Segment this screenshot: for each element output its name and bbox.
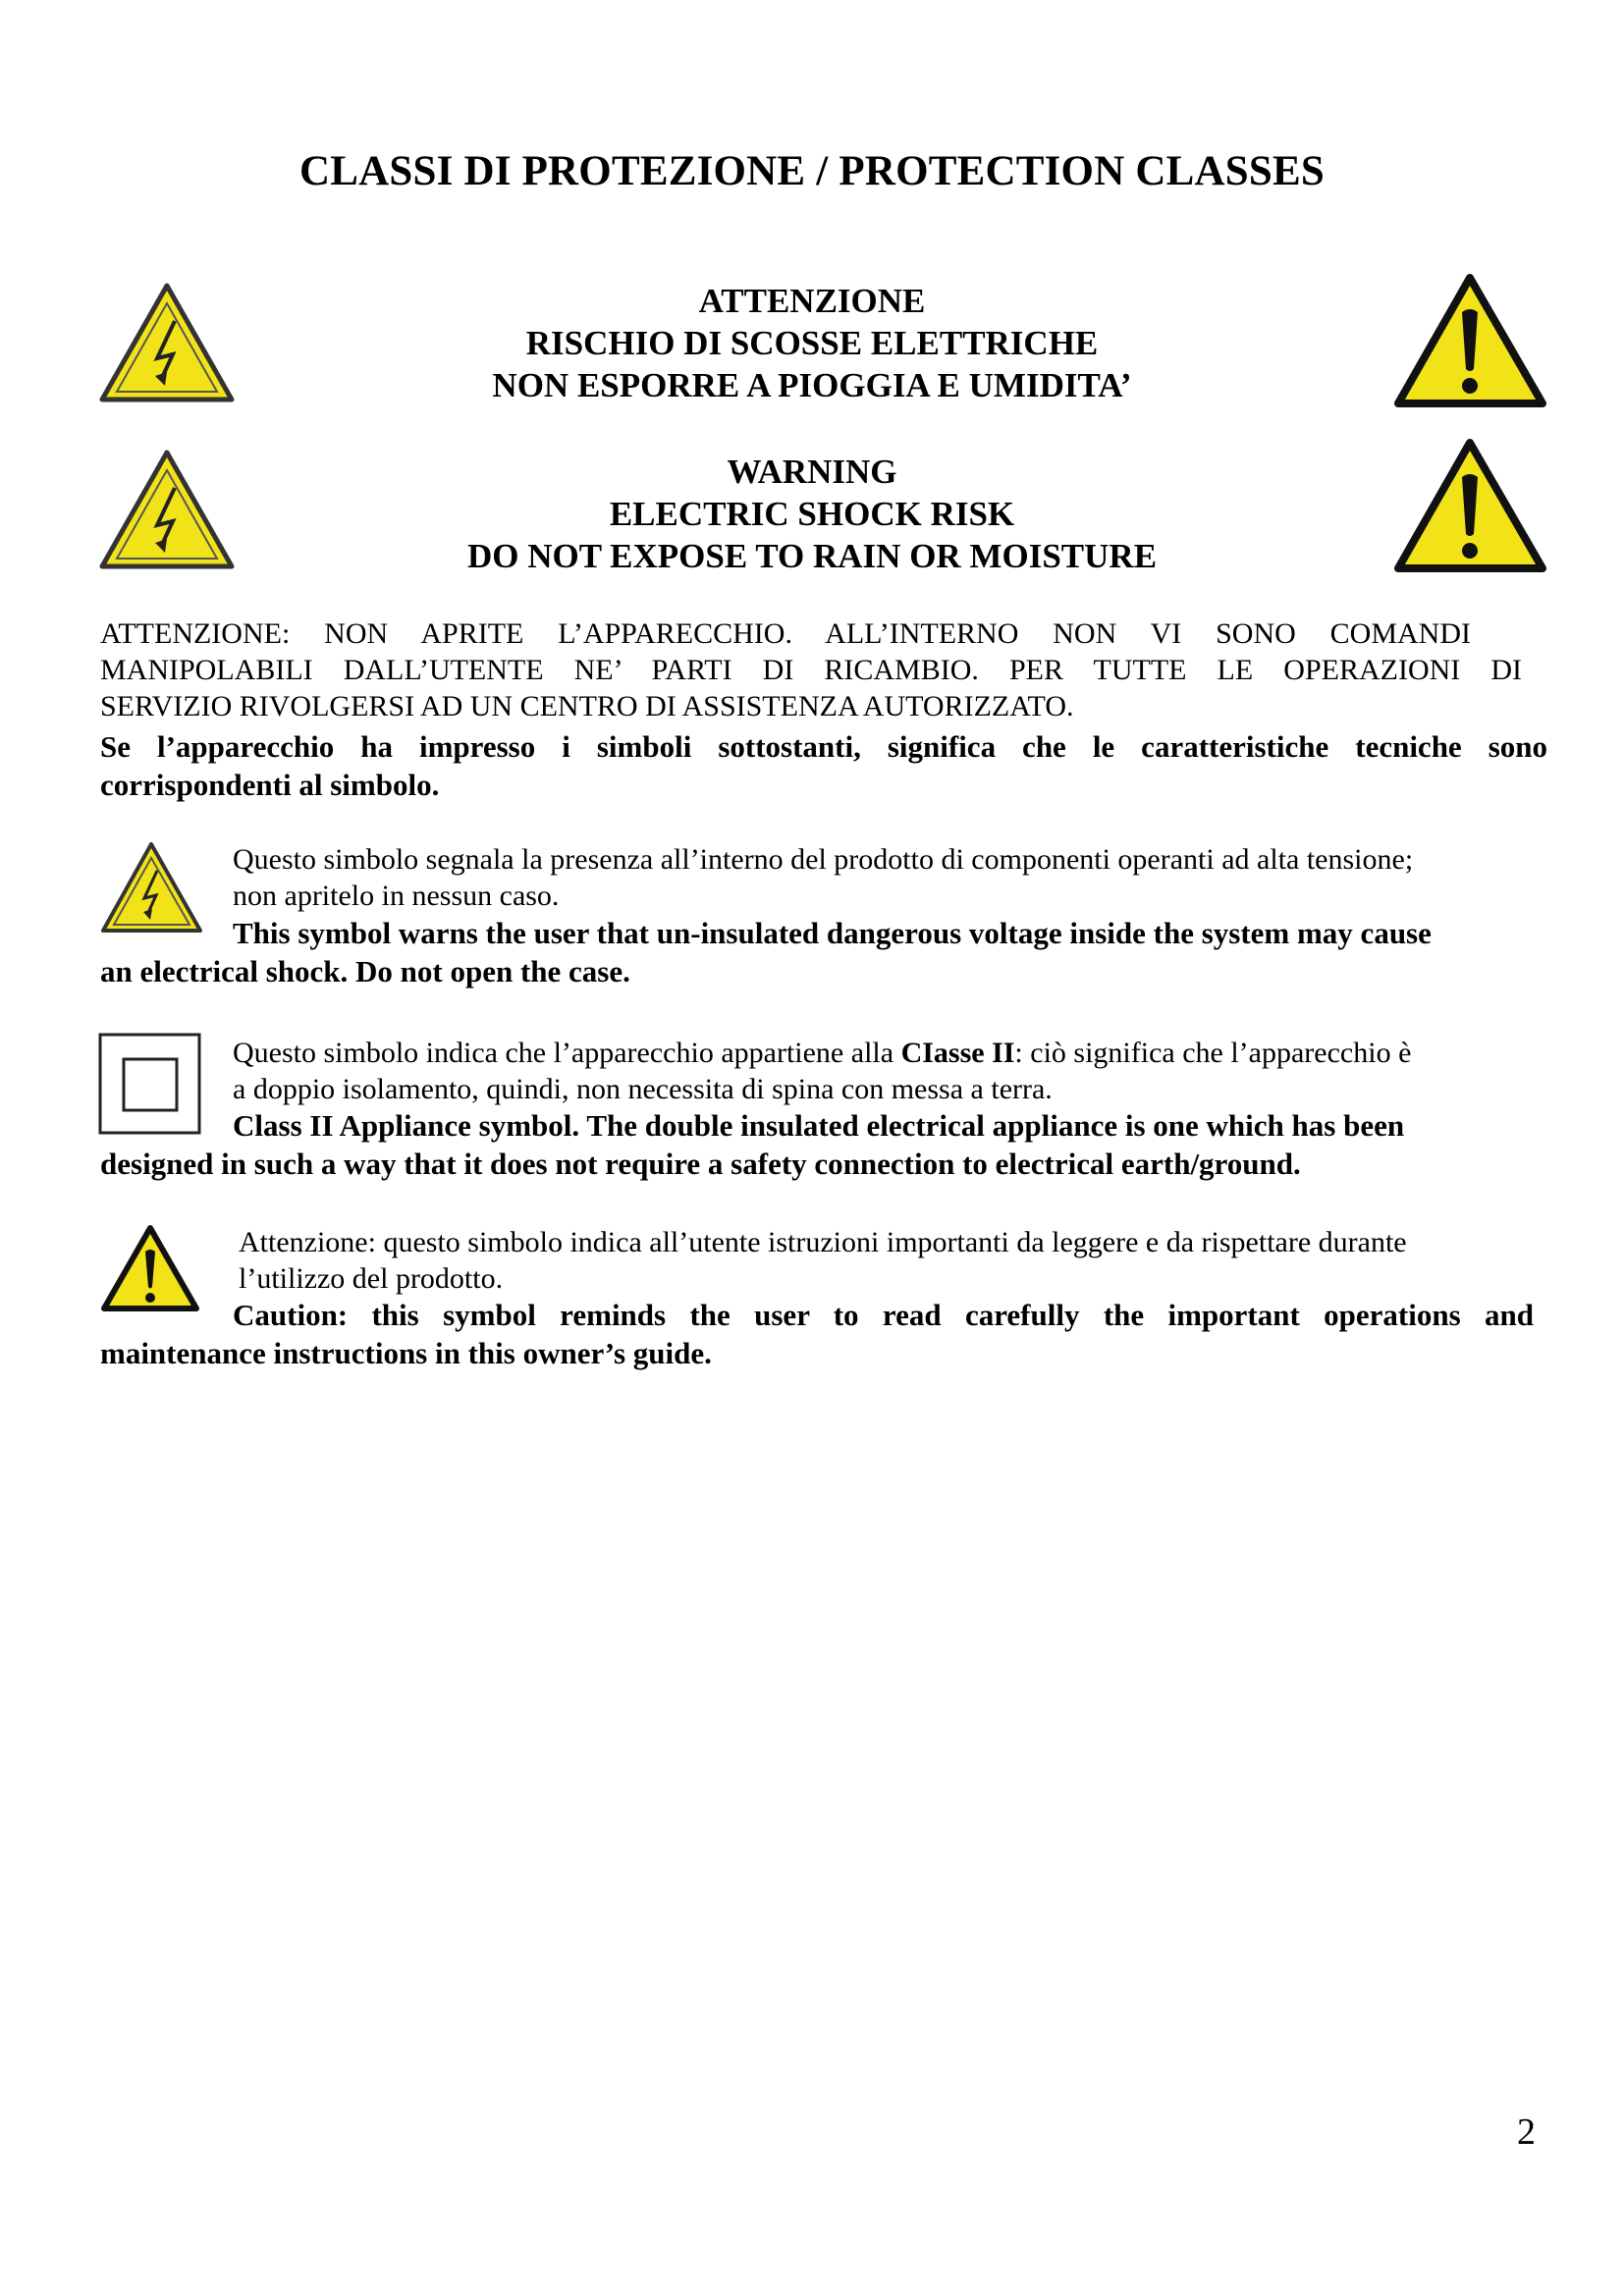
- page-title: CLASSI DI PROTEZIONE / PROTECTION CLASSES: [298, 148, 1326, 194]
- voltage-symbol-en-text: [100, 914, 1534, 990]
- caution-symbol-it-text: [239, 1224, 1548, 1297]
- notice-line2: MANIPOLABILI DALL’UTENTE NE’ PARTI DI RICAMBIO. PER TUTTE LE OPERAZIONI DI: [100, 654, 1522, 686]
- notice-bold-line2: corrispondenti al simbolo.: [100, 768, 440, 802]
- class2-symbol-en-text: [100, 1106, 1547, 1183]
- caution-it-line2: l’utilizzo del prodotto.: [239, 1262, 504, 1295]
- notice-paragraph: [100, 615, 1522, 724]
- notice-line3: SERVIZIO RIVOLGERSI AD UN CENTRO DI ASSISTENZA AUTORIZZATO.: [100, 690, 1074, 722]
- class2-it-post: : ciò significa che l’apparecchio è: [1014, 1037, 1412, 1069]
- warning-en-line3: DO NOT EXPOSE TO RAIN OR MOISTURE: [466, 537, 1158, 575]
- warning-it-line3: NON ESPORRE A PIOGGIA E UMIDITA’: [492, 366, 1132, 404]
- lightning-warning-icon: [98, 282, 236, 404]
- warning-it-line2: RISCHIO DI SCOSSE ELETTRICHE: [525, 324, 1099, 362]
- caution-symbol-en-text: [100, 1296, 1534, 1372]
- class2-en-line2: designed in such a way that it does not require a safety connection to electrical earth/ground.: [100, 1147, 1301, 1181]
- notice-line1: ATTENZIONE: NON APRITE L’APPARECCHIO. ALL’INTERNO NON VI SONO COMANDI: [100, 617, 1471, 650]
- voltage-symbol-it-text: [233, 841, 1548, 914]
- warning-it-line1: ATTENZIONE: [698, 282, 926, 320]
- lightning-warning-icon: [98, 449, 236, 571]
- voltage-it-line1: Questo simbolo segnala la presenza all’interno del prodotto di componenti operanti ad alta tensione;: [233, 843, 1414, 876]
- warning-it-block: [295, 280, 1329, 406]
- class2-symbol-it-text: [233, 1035, 1548, 1107]
- warning-en-line2: ELECTRIC SHOCK RISK: [609, 495, 1015, 533]
- class2-it-line2: a doppio isolamento, quindi, non necessita di spina con messa a terra.: [233, 1073, 1053, 1105]
- voltage-it-line2: non apritelo in nessun caso.: [233, 880, 560, 912]
- warning-en-block: [295, 451, 1329, 577]
- warning-en-line1: WARNING: [727, 453, 897, 491]
- exclamation-warning-icon: [1394, 273, 1546, 408]
- class2-en-line1: Class II Appliance symbol. The double insulated electrical appliance is one which has been: [233, 1108, 1405, 1143]
- exclamation-warning-icon: [1394, 438, 1546, 573]
- page-number: 2: [1517, 2111, 1536, 2153]
- notice-bold-paragraph: [100, 727, 1547, 804]
- caution-en-line1: Caution: this symbol reminds the user to read carefully the important operations and: [233, 1298, 1534, 1332]
- class2-it-pre: Questo simbolo indica che l’apparecchio appartiene alla: [233, 1037, 901, 1069]
- caution-en-line2: maintenance instructions in this owner’s guide.: [100, 1336, 712, 1370]
- voltage-en-line1: This symbol warns the user that un-insulated dangerous voltage inside the system may cause: [233, 916, 1432, 950]
- voltage-en-line2: an electrical shock. Do not open the case.: [100, 954, 630, 988]
- class2-it-line1: [233, 1035, 1548, 1071]
- caution-it-line1: Attenzione: questo simbolo indica all’utente istruzioni importanti da leggere e da rispettare durante: [239, 1226, 1407, 1258]
- notice-bold-line1: Se l’apparecchio ha impresso i simboli sottostanti, significa che le caratteristiche tecniche sono: [100, 729, 1547, 764]
- class2-it-strong: CIasse II: [900, 1037, 1015, 1069]
